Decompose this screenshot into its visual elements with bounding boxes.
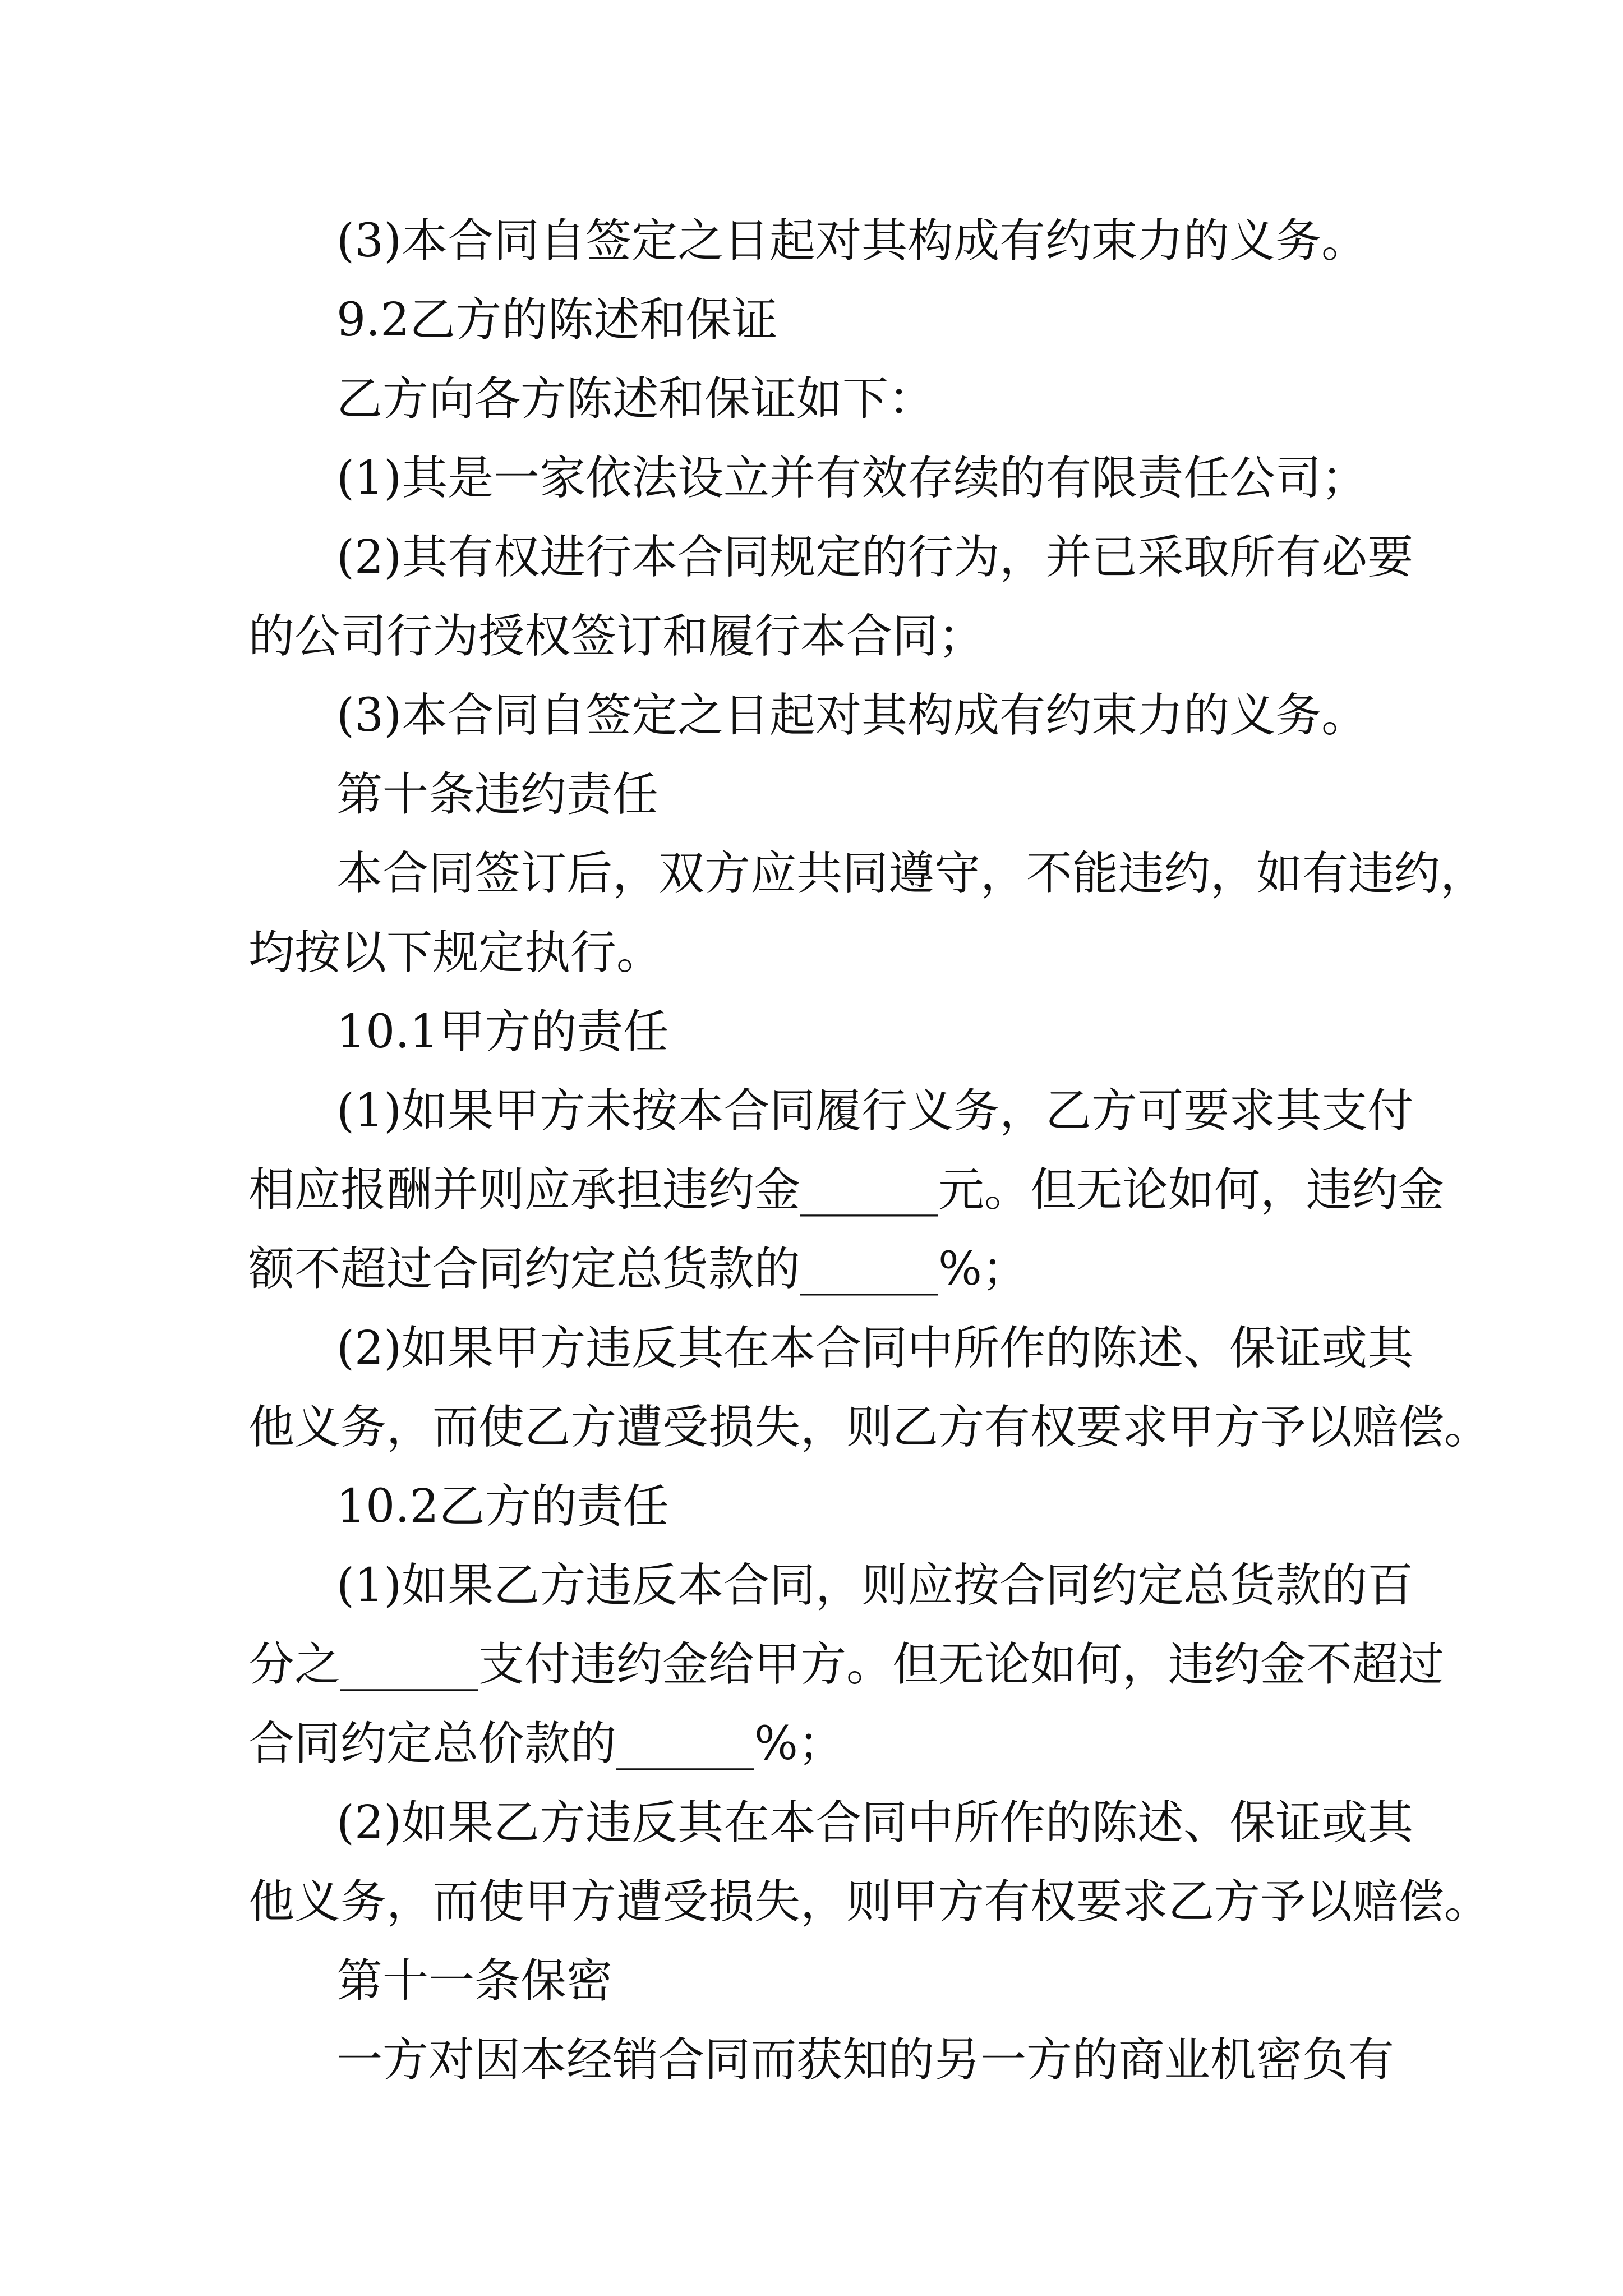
text-line: 额不超过合同约定总货款的______%； bbox=[248, 1243, 1028, 1296]
text-line: (3)本合同自签定之日起对其构成有约束力的义务。 bbox=[336, 214, 1368, 268]
text-line: (1)如果甲方未按本合同履行义务，乙方可要求其支付 bbox=[336, 1084, 1414, 1138]
section-heading: 第十一条保密 bbox=[336, 1954, 613, 2008]
text-line: 一方对因本经销合同而获知的另一方的商业机密负有 bbox=[336, 2033, 1395, 2087]
section-heading: 第十条违约责任 bbox=[336, 768, 659, 821]
text-line: 相应报酬并则应承担违约金______元。但无论如何，违约金 bbox=[248, 1163, 1445, 1217]
text-line: (3)本合同自签定之日起对其构成有约束力的义务。 bbox=[336, 689, 1368, 742]
text-line: 的公司行为授权签订和履行本合同； bbox=[248, 610, 985, 663]
text-line: 乙方向各方陈述和保证如下： bbox=[336, 372, 935, 426]
text-line: (1)其是一家依法设立并有效存续的有限责任公司； bbox=[336, 452, 1368, 505]
text-line: 均按以下规定执行。 bbox=[248, 926, 663, 979]
text-line: 分之______支付违约金给甲方。但无论如何，违约金不超过 bbox=[248, 1638, 1445, 1691]
text-line: 本合同签订后，双方应共同遵守，不能违约，如有违约， bbox=[336, 847, 1487, 900]
subsection-heading: 10.1甲方的责任 bbox=[336, 1005, 669, 1059]
subsection-heading: 10.2乙方的责任 bbox=[336, 1480, 669, 1533]
text-line: 合同约定总价款的______%； bbox=[248, 1717, 844, 1770]
text-line: (1)如果乙方违反本合同，则应按合同约定总货款的百 bbox=[336, 1559, 1414, 1612]
text-line: (2)如果甲方违反其在本合同中所作的陈述、保证或其 bbox=[336, 1322, 1414, 1375]
text-line: 9.2乙方的陈述和保证 bbox=[336, 293, 778, 347]
text-line: 他义务，而使甲方遭受损失，则甲方有权要求乙方予以赔偿。 bbox=[248, 1875, 1491, 1929]
text-line: 他义务，而使乙方遭受损失，则乙方有权要求甲方予以赔偿。 bbox=[248, 1401, 1491, 1454]
text-line: (2)其有权进行本合同规定的行为，并已采取所有必要 bbox=[336, 531, 1414, 584]
text-line: (2)如果乙方违反其在本合同中所作的陈述、保证或其 bbox=[336, 1796, 1414, 1849]
